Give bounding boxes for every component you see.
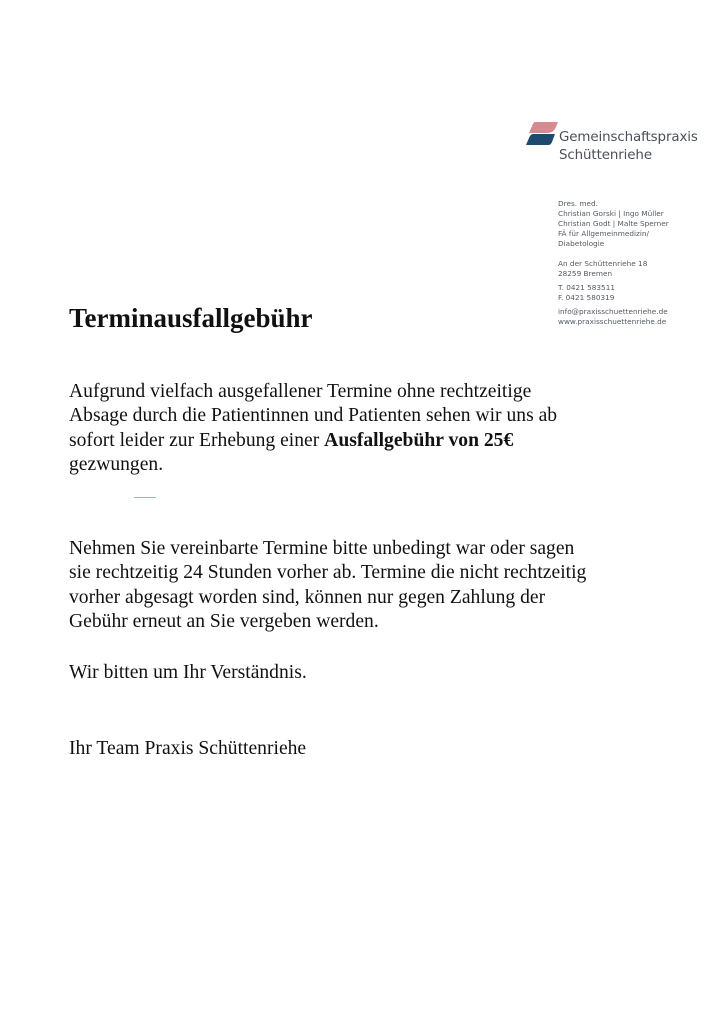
- logo-line-1: Gemeinschaftspraxis: [559, 130, 698, 145]
- practice-logo: [526, 120, 716, 166]
- logo-line-2: Schüttenriehe: [559, 148, 652, 163]
- paragraph2-line1: Nehmen Sie vereinbarte Termine bitte unbedingt war oder sagen: [69, 538, 575, 559]
- paragraph1-line3-text: sofort leider zur Erhebung einer: [69, 429, 325, 451]
- logo-blue-stripe: [526, 134, 555, 145]
- paragraph1-line3: [69, 429, 557, 453]
- doctors-heading: Dres. med.: [558, 199, 598, 208]
- fee-amount-highlight: Ausfallgebühr von 25€: [324, 429, 514, 451]
- email-address: info@praxisschuettenriehe.de: [558, 307, 668, 316]
- logo-pink-stripe: [529, 122, 558, 133]
- closing-line: Wir bitten um Ihr Verständnis.: [69, 662, 307, 683]
- doctors-line-1: Christian Gorski | Ingo Müller: [558, 209, 664, 218]
- paragraph-fee-notice: [69, 380, 557, 477]
- paragraph1-line2: Absage durch die Patientinnen und Patienten sehen wir uns ab: [69, 405, 558, 427]
- paragraph-cancellation-rules: [69, 537, 586, 634]
- paragraph2-line2: sie rechtzeitig 24 Stunden vorher ab. Termine die nicht rechtzeitig: [69, 562, 587, 584]
- signature: Ihr Team Praxis Schüttenriehe: [69, 738, 307, 759]
- doctors-line-2: Christian Godt | Malte Sperner: [558, 219, 669, 228]
- logo-mark-icon: [526, 122, 558, 146]
- fax-number: F. 0421 580319: [558, 293, 615, 302]
- divider-line: [134, 497, 156, 498]
- phone-number: T. 0421 583511: [558, 283, 615, 292]
- logo-text: [559, 129, 698, 165]
- paragraph2-line3: vorher abgesagt worden sind, können nur gegen Zahlung der: [69, 586, 546, 608]
- paragraph1-line4: gezwungen.: [69, 453, 164, 475]
- website: www.praxisschuettenriehe.de: [558, 317, 667, 326]
- address-city: 28259 Bremen: [558, 269, 613, 278]
- letterhead-sidebar: [558, 199, 718, 327]
- page-title: Terminausfallgebühr: [69, 303, 313, 333]
- address-street: An der Schüttenriehe 18: [558, 259, 648, 268]
- paragraph1-line1: Aufgrund vielfach ausgefallener Termine ohne rechtzeitige: [69, 381, 532, 402]
- paragraph2-line4: Gebühr erneut an Sie vergeben werden.: [69, 610, 379, 632]
- specialty-line-2: Diabetologie: [558, 239, 605, 248]
- specialty-line-1: FÄ für Allgemeinmedizin/: [558, 229, 649, 238]
